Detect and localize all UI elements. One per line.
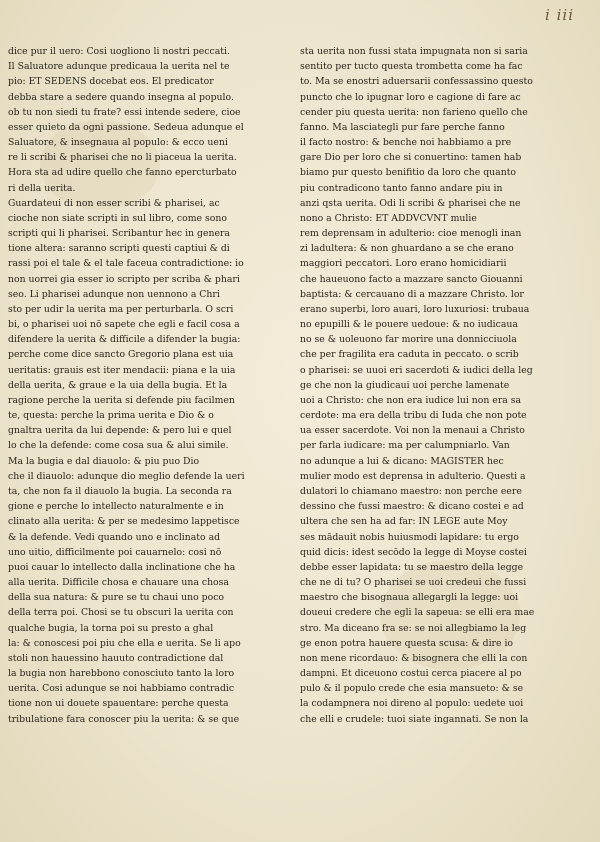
text-line: ragione perche la uerita si defende piu facilmen xyxy=(8,394,235,406)
text-line: stoli non hauessino hauuto contradictione dal xyxy=(8,652,224,664)
text-line: che il diauolo: adunque dio meglio defende la ueri xyxy=(8,470,245,482)
text-line: qualche bugia, la torna poi su presto a ghal xyxy=(8,622,214,634)
text-line: zi ladultera: & non ghuardano a se che erano xyxy=(300,243,514,255)
text-line: dessino che fussi maestro: & dicano costei e ad xyxy=(300,501,524,513)
text-line: dampni. Et diceuono costui cerca piacere al po xyxy=(300,668,522,680)
text-line: erano superbi, loro auari, loro luxuriosi: trubaua xyxy=(300,303,530,315)
text-line: gare Dio per loro che si conuertino: tamen hab xyxy=(300,152,522,164)
text-line: Ma la bugia e dal diauolo: & piu puo Dio xyxy=(8,455,200,467)
text-line: o pharisei: se uuoi eri sacerdoti & iudici della leg xyxy=(300,364,533,376)
text-line: dulatori lo chiamano maestro: non perche eere xyxy=(300,485,522,497)
text-line: della uerita, & graue e la uia della bugia. Et la xyxy=(8,379,228,391)
text-line: esser quieto da ogni passione. Sedeua adunque el xyxy=(8,121,244,133)
text-line: sto per udir la uerita ma per perturbarla. O scri xyxy=(8,303,234,315)
text-line: che per fragilita era caduta in peccato. o scrib xyxy=(300,349,519,361)
text-line: ses mādauit nobis huiusmodi lapidare: tu ergo xyxy=(300,531,519,543)
text-line: cender piu questa uerita: non farieno quello che xyxy=(300,106,528,118)
text-line: cioche non siate scripti in sul libro, come sono xyxy=(8,212,227,224)
text-line: uoi a Christo: che non era iudice lui non era sa xyxy=(300,394,522,406)
text-line: Hora sta ad udire quello che fanno epercturbato xyxy=(8,167,237,179)
text-line: ri della uerita. xyxy=(8,182,76,194)
text-line: puoi cauar lo intellecto dalla inclinatione che ha xyxy=(8,561,236,573)
text-line: ob tu non siedi tu frate? essi intende sedere, cioe xyxy=(8,106,241,118)
text-line: seo. Li pharisei adunque non uennono a Chri xyxy=(8,288,220,300)
text-line: baptista: & cercauano di a mazzare Christo. lor xyxy=(300,288,524,300)
text-line: bi, o pharisei uoi nō sapete che egli e facil cosa a xyxy=(8,319,240,331)
text-line: che ne di tu? O pharisei se uoi credeui che fussi xyxy=(300,577,527,589)
text-line: ultera che sen ha ad far: IN LEGE aute Moy xyxy=(300,516,508,528)
text-line: per farla iudicare: ma per calumpniarlo. Van xyxy=(300,440,510,452)
text-line: ge che non la giudicaui uoi perche lamenate xyxy=(300,379,510,391)
folio-number: i iii xyxy=(545,6,574,24)
text-line: lo che la defende: come cosa sua & alui simile. xyxy=(8,440,229,452)
text-line: ta, che non fa il diauolo la bugia. La seconda ra xyxy=(8,485,232,497)
text-line: stro. Ma diceano fra se: se noi allegbiamo la leg xyxy=(300,622,527,634)
text-line: tione non ui douete spauentare: perche questa xyxy=(8,698,229,710)
text-line: uerita. Cosi adunque se noi habbiamo contradic xyxy=(8,683,235,695)
text-line: re li scribi & pharisei che no li piaceua la uerita. xyxy=(8,152,237,164)
text-line: mulier modo est deprensa in adulterio. Questi a xyxy=(300,470,526,482)
text-line: doueui credere che egli la sapeua: se elli era mae xyxy=(300,607,535,619)
text-line: gnaltra uerita da lui depende: & pero lui e quel xyxy=(8,425,232,437)
text-line: sta uerita non fussi stata impugnata non si saria xyxy=(300,46,528,57)
text-line: quid dicis: idest secōdo la legge di Moyse costei xyxy=(300,546,527,558)
left-text-column xyxy=(8,44,270,727)
text-line: piu contradicono tanto fanno andare piu in xyxy=(300,182,503,194)
text-line: la bugia non harebbono conosciuto tanto la loro xyxy=(8,668,235,680)
text-line: ua esser sacerdote. Voi non la menaui a Christo xyxy=(300,425,525,437)
text-line: maggiori peccatori. Loro erano homicidiarii xyxy=(300,258,507,270)
text-line: tione altera: saranno scripti questi captiui & di xyxy=(8,243,230,255)
text-line: maestro che bisognaua allegargli la legge: uoi xyxy=(300,592,519,604)
text-line: sentito per tucto questa trombetta come ha fac xyxy=(300,61,523,73)
text-line: rem deprensam in adulterio: cioe menogli inan xyxy=(300,228,522,240)
text-line: tribulatione fara conoscer piu la uerita: & se que xyxy=(8,713,240,725)
text-line: pio: ET SEDENS docebat eos. El predicator xyxy=(8,76,214,88)
text-line: non mene ricordauo: & bisognera che elli la con xyxy=(300,652,528,664)
text-line: puncto che lo ipugnar loro e cagione di fare ac xyxy=(300,91,521,103)
text-line: cerdote: ma era della tribu di Iuda che non pote xyxy=(300,410,527,422)
text-line: nono a Christo: ET ADDVCVNT mulie xyxy=(300,212,477,224)
text-line: che haueuono facto a mazzare sancto Giouanni xyxy=(300,273,523,285)
text-line: anzi qsta uerita. Odi li scribi & pharisei che ne xyxy=(300,197,521,209)
text-line: Il Saluatore adunque predicaua la uerita nel te xyxy=(8,61,230,73)
text-line: la codampnera noi direno al populo: uedete uoi xyxy=(300,698,524,710)
text-line: pulo & il populo crede che esia mansueto: & se xyxy=(300,683,524,695)
text-line: scripti qui li pharisei. Scribantur hec in genera xyxy=(8,228,230,240)
text-line: che elli e crudele: tuoi siate ingannati. Se non la xyxy=(300,713,529,725)
text-line: gione e perche lo intellecto naturalmente e in xyxy=(8,501,224,513)
text-line: della terra poi. Chosi se tu obscuri la uerita con xyxy=(8,607,234,619)
text-line: difendere la uerita & difficile a difender la bugia: xyxy=(8,334,241,346)
text-line: biamo pur questo benifitio da loro che quanto xyxy=(300,167,517,179)
text-line: il facto nostro: & benche noi habbiamo a pre xyxy=(300,137,512,149)
text-line: alla uerita. Difficile chosa e chauare una chosa xyxy=(8,577,229,589)
text-line: la: & conoscesi poi piu che ella e uerita. Se li apo xyxy=(8,637,241,649)
text-line: dice pur il uero: Cosi uogliono li nostri peccati. xyxy=(8,46,230,57)
text-line: & la defende. Vedi quando uno e inclinato ad xyxy=(8,531,221,543)
text-line: rassi poi el tale & el tale faceua contradictione: io xyxy=(8,258,244,270)
text-line: ge enon potra hauere questa scusa: & dire io xyxy=(300,637,514,649)
text-line: no se & uoleuono far morire una donnicciuola xyxy=(300,334,517,346)
text-line: fanno. Ma lasciategli pur fare perche fanno xyxy=(300,121,505,133)
text-line: no adunque a lui & dicano: MAGISTER hec xyxy=(300,455,504,467)
text-line: Saluatore, & insegnaua al populo: & ecco ueni xyxy=(8,137,228,149)
text-line: te, questa: perche la prima uerita e Dio & o xyxy=(8,410,214,422)
text-line: to. Ma se enostri aduersarii confessassino questo xyxy=(300,76,533,88)
text-line: uno uitio, difficilmente poi cauarnelo: cosi nō xyxy=(8,546,222,558)
text-line: della sua natura: & pure se tu chaui uno poco xyxy=(8,592,224,604)
text-line: ueritatis: grauis est iter mendacii: piana e la uia xyxy=(8,364,236,376)
text-line: debbe esser lapidata: tu se maestro della legge xyxy=(300,561,524,573)
text-line: non uorrei gia esser io scripto per scriba & phari xyxy=(8,273,240,285)
text-line: clinato alla uerita: & per se medesimo lappetisce xyxy=(8,516,240,528)
text-line: Guardateui di non esser scribi & pharisei, ac xyxy=(8,197,220,209)
text-line: no epupilli & le pouere uedoue: & no iudicaua xyxy=(300,319,518,331)
text-line: debba stare a sedere quando insegna al populo. xyxy=(8,91,234,103)
text-line: perche come dice sancto Gregorio plana est uia xyxy=(8,349,234,361)
right-text-column xyxy=(300,44,568,727)
